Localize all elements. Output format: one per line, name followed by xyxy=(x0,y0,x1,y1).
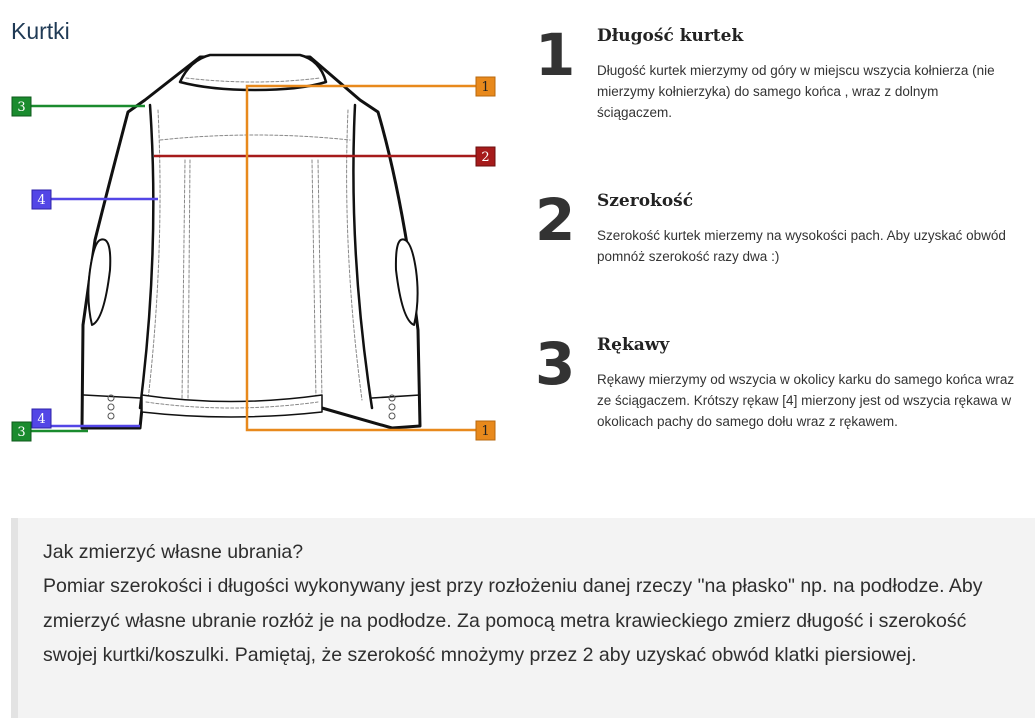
info-question: Jak zmierzyć własne ubrania? xyxy=(43,541,304,563)
badge-length-top: 1 xyxy=(481,80,490,95)
jacket-measurement-diagram xyxy=(0,0,520,470)
measuring-info-box xyxy=(11,518,1035,718)
badge-length-bottom: 1 xyxy=(481,424,490,439)
legend-item-length xyxy=(535,21,1025,136)
legend-title: Szerokość xyxy=(597,191,694,211)
jacket-illustration xyxy=(82,55,420,428)
legend-description: Długość kurtek mierzymy od góry w miejscu wszycia kołnierza (nie mierzymy kołnierzyka) do samego końca , wraz z dolnym ściągaczem. xyxy=(597,63,995,120)
legend-number: 2 xyxy=(535,186,576,254)
legend-item-sleeves xyxy=(535,330,1025,465)
legend-title: Długość kurtek xyxy=(597,26,744,46)
badge-short-sleeve-bottom: 4 xyxy=(37,412,46,427)
legend-description: Rękawy mierzymy od wszycia w okolicy karku do samego końca wraz ze ściągaczem. Krótszy rękaw [4] mierzony jest od wszycia rękawa w okolicach pachy do samego dołu wraz z rękawem. xyxy=(597,372,1015,429)
badge-width: 2 xyxy=(481,150,490,165)
page-title: Kurtki xyxy=(11,18,70,44)
info-body: Pomiar szerokości i długości wykonywany jest przy rozłożeniu danej rzeczy "na płasko" np. na podłodze. Aby zmierzyć własne ubranie rozłóż je na podłodze. Za pomocą metra krawieckiego zmierz długość i szerokość swojej kurtki/koszulki. Pamiętaj, że szerokość mnożymy przez 2 aby uzyskać obwód klatki piersiowej. xyxy=(43,575,983,666)
legend-description: Szerokość kurtek mierzemy na wysokości pach. Aby uzyskać obwód pomnóż szerokość razy dwa :) xyxy=(597,228,1006,264)
badge-short-sleeve-top: 4 xyxy=(37,193,46,208)
legend-item-width xyxy=(535,186,1025,281)
legend-number: 3 xyxy=(535,330,576,398)
badge-sleeve-top: 3 xyxy=(17,100,26,115)
legend-number: 1 xyxy=(535,21,576,89)
legend-title: Rękawy xyxy=(597,335,670,355)
jacket-outline xyxy=(82,57,420,428)
badge-sleeve-bottom: 3 xyxy=(17,425,26,440)
